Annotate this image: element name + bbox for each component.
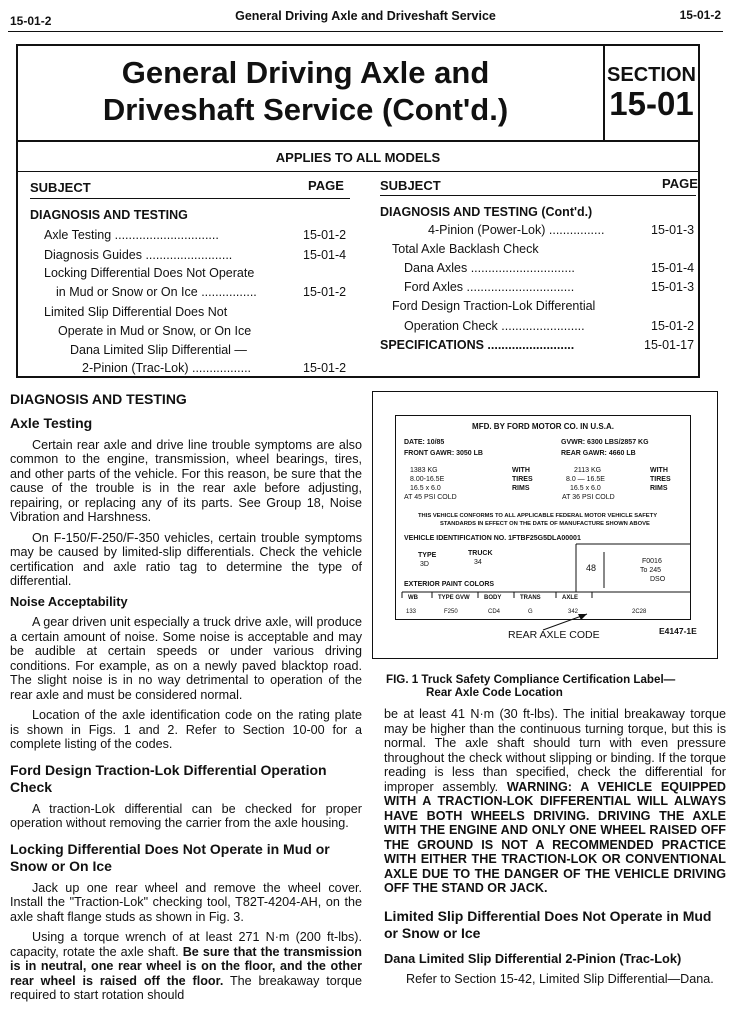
plate-col-value: 133	[406, 609, 417, 615]
toc-left-page: 15-01-2	[303, 228, 347, 242]
toc-right-entry: DIAGNOSIS AND TESTING (Cont'd.)	[380, 205, 593, 219]
paragraph: A traction-Lok differential can be checked for proper operation without removing the carrier from the axle housing.	[10, 801, 362, 830]
figure-box	[372, 391, 718, 659]
plate-with-1: WITH	[512, 467, 530, 474]
plate-col-value: G	[528, 609, 533, 615]
plate-type-value: 3D	[420, 561, 429, 568]
header-rule	[8, 31, 723, 32]
heading-traction-lok-check: Ford Design Traction-Lok Differential Operation Check	[10, 761, 327, 795]
plate-to245: To 245	[640, 567, 662, 574]
paragraph: Location of the axle identification code on the rating plate is shown in Figs. 1 and 2. Refer to Section 10-00 for a complete listing of the codes.	[10, 708, 362, 751]
plate-tires-1: TIRES	[512, 476, 533, 483]
toc-right-entry: 4-Pinion (Power-Lok) ................	[428, 223, 605, 237]
text-run: Using a torque wrench of at least 271 N·m (200 ft-lbs). capacity, rotate the axle shaft.	[10, 930, 362, 959]
toc-right-page: 15-01-4	[651, 261, 695, 275]
running-header	[10, 6, 721, 28]
toc-right-entry: Operation Check ........................	[404, 319, 585, 333]
toc-right-header-rule	[380, 195, 696, 196]
axle-code-arrow	[373, 392, 717, 658]
toc-right-entry: Total Axle Backlash Check	[392, 242, 539, 256]
plate-maker: MFD. BY FORD MOTOR CO. IN U.S.A.	[472, 422, 614, 431]
plate-col-value: 342	[568, 609, 579, 615]
heading-diagnosis: DIAGNOSIS AND TESTING	[10, 391, 187, 407]
figure-caption-line1: FIG. 1 Truck Safety Compliance Certification Label—	[386, 673, 676, 686]
plate-conformity-1: THIS VEHICLE CONFORMS TO ALL APPLICABLE FEDERAL MOTOR VEHICLE SAFETY	[418, 513, 658, 519]
plate-rear-psi: AT 36 PSI COLD	[562, 494, 615, 501]
page-number-right: 15-01-2	[679, 8, 721, 22]
plate-conformity-2: STANDARDS IN EFFECT ON THE DATE OF MANUFACTURE SHOWN ABOVE	[440, 521, 650, 527]
plate-code-48: 48	[586, 563, 597, 573]
plate-type-label: TYPE	[418, 552, 437, 559]
heading-noise-acceptability: Noise Acceptability	[10, 593, 128, 609]
section-title-line1: General Driving Axle and	[121, 55, 490, 90]
paragraph: Certain rear axle and drive line trouble symptoms are also common to the engine, transmission, wheel bearings, tires, and other parts of the vehicle. For this reason, be sure that the cause of the trouble is in the rear axle before adjusting, repairing, or replacing any of its parts. See Group 18, Noise Vibration and Harshness.	[10, 437, 362, 524]
title-box	[16, 44, 700, 142]
toc-left-entry: Axle Testing ..............................	[44, 228, 219, 242]
plate-col-value: CD4	[488, 609, 501, 615]
plate-rear-gawr: REAR GAWR: 4660 LB	[561, 450, 636, 457]
bold-text-run: Be sure that the transmission is in neutral, one rear wheel is on the floor, and the other rear wheel is raised off the floor.	[10, 944, 362, 988]
plate-tires-2: TIRES	[650, 476, 671, 483]
toc-right-page: 15-01-3	[651, 223, 695, 237]
page-number-left: 15-01-2	[10, 14, 52, 28]
toc-left-entry: 2-Pinion (Trac-Lok) .................	[82, 361, 252, 375]
toc-left-subject-header: SUBJECT	[30, 180, 91, 195]
toc-left-page: 15-01-4	[303, 248, 347, 262]
plate-front-rim: 16.5 x 6.0	[410, 485, 441, 492]
plate-with-2: WITH	[650, 467, 668, 474]
toc-left-page-header: PAGE	[308, 178, 344, 193]
toc-left-entry: in Mud or Snow or On Ice ................	[56, 285, 257, 299]
applies-label: APPLIES TO ALL MODELS	[275, 150, 441, 165]
toc-left-header-rule	[30, 198, 350, 199]
plate-col-header: AXLE	[562, 595, 579, 601]
plate-front-tire: 8.00-16.5E	[410, 476, 445, 483]
plate-rims-2: RIMS	[650, 485, 668, 492]
toc-right-entry: Dana Axles ..............................	[404, 261, 575, 275]
paragraph: A gear driven unit especially a truck drive axle, will produce a certain amount of noise. Some noise is acceptable and may be audible at certain speeds or under various driving conditions. For example, as on a newly paved blacktop road. The slight noise is in no way detrimental to operation of the rear axle and must be considered normal.	[10, 615, 362, 702]
plate-rear-tire: 8.0 — 16.5E	[566, 476, 605, 483]
right-column	[384, 707, 726, 993]
plate-vin: VEHICLE IDENTIFICATION NO. 1FTBF25G5DLA00001	[404, 535, 581, 542]
plate-rims-1: RIMS	[512, 485, 530, 492]
plate-col-header: BODY	[484, 595, 502, 601]
heading-dana-trac-lok: Dana Limited Slip Differential 2-Pinion (Trac-Lok)	[384, 950, 682, 966]
paragraph: Refer to Section 15-42, Limited Slip Differential—Dana.	[406, 972, 714, 986]
heading-locking-differential: Locking Differential Does Not Operate in Mud or Snow or On Ice	[10, 840, 330, 874]
plate-col-header: WB	[408, 595, 418, 601]
paragraph: On F-150/F-250/F-350 vehicles, certain trouble symptoms may be caused by limited-slip differentials. Check the vehicle certification and axle ratio tag to determine the type of differential.	[10, 530, 362, 588]
toc-left-entry: Limited Slip Differential Does Not	[44, 305, 228, 319]
plate-gvwr: GVWR: 6300 LBS/2857 KG	[561, 439, 649, 446]
plate-col-header: TYPE GVW	[438, 595, 470, 601]
section-label: SECTION	[607, 64, 696, 86]
plate-dso: DSO	[650, 576, 666, 583]
paragraph	[10, 930, 362, 1003]
figure-caption-line2: Rear Axle Code Location	[426, 686, 563, 699]
section-title	[18, 54, 593, 128]
toc-right-entry: Ford Axles ...............................	[404, 280, 575, 294]
heading-limited-slip: Limited Slip Differential Does Not Operate in Mud or Snow or Ice	[384, 907, 712, 941]
heading-axle-testing: Axle Testing	[10, 414, 93, 431]
plate-col-value: F250	[444, 609, 458, 615]
plate-f0016: F0016	[642, 558, 662, 565]
toc-right-page-header: PAGE	[662, 176, 698, 191]
figure-id: E4147-1E	[659, 626, 697, 636]
applies-rule	[18, 171, 698, 172]
plate-truck-value: 34	[474, 559, 482, 566]
left-column	[10, 392, 362, 1009]
toc-left-entry: Locking Differential Does Not Operate	[44, 266, 255, 280]
toc-right-entry: SPECIFICATIONS .........................	[380, 338, 575, 352]
plate-col-value: 2C28	[632, 609, 647, 615]
plate-col-header: TRANS	[520, 595, 541, 601]
plate-front-gawr: FRONT GAWR: 3050 LB	[404, 450, 483, 457]
toc-right-page: 15-01-2	[651, 319, 695, 333]
paragraph	[384, 707, 726, 896]
toc-right-entry: Ford Design Traction-Lok Differential	[392, 299, 596, 313]
toc-left-entry: DIAGNOSIS AND TESTING	[30, 208, 188, 222]
section-title-line2: Driveshaft Service (Cont'd.)	[102, 92, 509, 127]
plate-truck-label: TRUCK	[468, 550, 493, 557]
toc-left-page: 15-01-2	[303, 361, 347, 375]
toc-left-entry: Operate in Mud or Snow, or On Ice	[58, 324, 252, 338]
text-run: The breakaway torque required to start rotation should	[10, 973, 362, 1002]
running-title: General Driving Axle and Driveshaft Service	[235, 9, 496, 23]
toc-right-page: 15-01-3	[651, 280, 695, 294]
plate-exterior-paint: EXTERIOR PAINT COLORS	[404, 581, 495, 588]
toc-left-entry: Diagnosis Guides .........................	[44, 248, 233, 262]
plate-front-psi: AT 45 PSI COLD	[404, 494, 457, 501]
plate-front-kg: 1383 KG	[410, 467, 438, 474]
figure-caption	[386, 673, 722, 699]
contents-table	[16, 142, 700, 378]
plate-rear-kg: 2113 KG	[574, 467, 602, 474]
plate-rear-rim: 16.5 x 6.0	[570, 485, 601, 492]
text-run: be at least 41 N·m (30 ft-lbs). The initial breakaway torque may be higher than the continuous turning torque, but this is normal. The axle shaft should turn with even pressure throughout the check without slipping or binding. If the torque reading is less than specified, check the differential for improper assembly.	[384, 707, 726, 794]
toc-left-entry: Dana Limited Slip Differential —	[70, 343, 247, 357]
paragraph: Jack up one rear wheel and remove the wheel cover. Install the "Traction-Lok" checking tool, T82T-4204-AH, on the axle shaft flange studs as shown in Fig. 3.	[10, 880, 362, 924]
toc-right-page: 15-01-17	[644, 338, 695, 352]
warning-text: WARNING: A VEHICLE EQUIPPED WITH A TRACTION-LOK DIFFERENTIAL WILL ALWAYS HAVE BOTH WHEELS DRIVING. DRIVING THE AXLE WITH THE ENGINE AND ONLY ONE WHEEL RAISED OFF THE GROUND IS NOT A RECOMMENDED PRACTICE WITH EITHER THE TRACTION-LOK OR CONVENTIONAL AXLE DUE TO THE DANGER OF THE VEHICLE DRIVING OFF THE STAND OR JACK.	[384, 779, 726, 895]
section-number: 15-01	[609, 85, 694, 122]
rear-axle-code-label: REAR AXLE CODE	[508, 629, 600, 641]
toc-right-subject-header: SUBJECT	[380, 178, 441, 193]
toc-left-page: 15-01-2	[303, 285, 347, 299]
plate-date: DATE: 10/85	[404, 439, 445, 446]
